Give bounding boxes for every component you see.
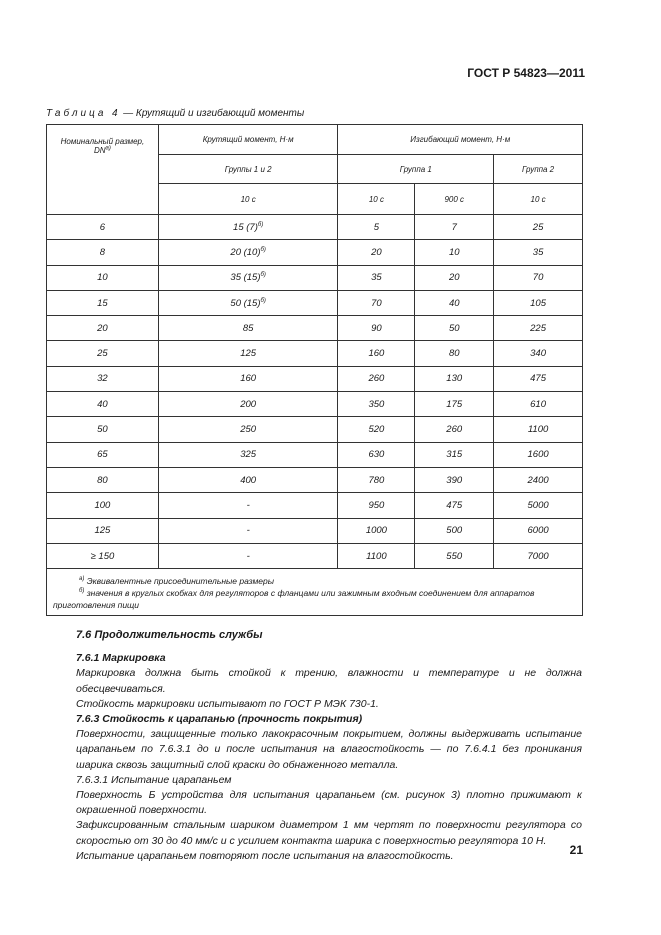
cell-group1-10s: 1000 <box>338 518 415 543</box>
cell-dn: 6 <box>47 215 159 240</box>
cell-dn: 10 <box>47 265 159 290</box>
cell-group1-10s: 160 <box>338 341 415 366</box>
paragraph: Поверхности, защищенные только лакокрасочным покрытием, должны выдерживать испытание царапаньем по 7.6.3.1 до и после испытания на влагостойкость — по 7.6.4.1 без проникания шарика сквозь защитный слой краски до обнаженного металла. <box>76 728 582 771</box>
table-row <box>47 417 583 442</box>
section-7-6-1-heading: 7.6.1 Маркировка <box>76 652 166 665</box>
cell-group2-10s: 1100 <box>494 417 583 442</box>
cell-group1-10s: 350 <box>338 392 415 417</box>
table-row <box>47 366 583 391</box>
cell-group2-10s: 475 <box>494 366 583 391</box>
cell-dn: 32 <box>47 366 159 391</box>
cell-group2-10s: 610 <box>494 392 583 417</box>
col-header-group1: Группа 1 <box>338 155 494 184</box>
cell-group1-900s: 390 <box>415 467 494 492</box>
cell-group1-10s: 1100 <box>338 543 415 568</box>
table-caption <box>46 108 304 119</box>
paragraph: Зафиксированным стальным шариком диаметром 1 мм чертят по поверхности регулятора со скоростью от 30 до 40 мм/с и с усилием контакта шарика с поверхностью регулятора 10 Н. <box>76 819 582 847</box>
cell-group2-10s: 35 <box>494 240 583 265</box>
cell-dn: 100 <box>47 493 159 518</box>
col-header-torque: Крутящий момент, Н·м <box>158 125 338 155</box>
col-header-time: 900 с <box>415 184 494 215</box>
cell-group1-900s: 7 <box>415 215 494 240</box>
cell-group1-10s: 520 <box>338 417 415 442</box>
cell-group2-10s: 105 <box>494 290 583 315</box>
cell-group1-900s: 80 <box>415 341 494 366</box>
table-row <box>47 392 583 417</box>
cell-group1-900s: 260 <box>415 417 494 442</box>
cell-torque: - <box>158 493 338 518</box>
cell-group2-10s: 340 <box>494 341 583 366</box>
cell-group2-10s: 225 <box>494 316 583 341</box>
cell-group1-10s: 5 <box>338 215 415 240</box>
section-7-6-3-heading: 7.6.3 Стойкость к царапанью (прочность покрытия) <box>76 713 363 726</box>
cell-torque: 125 <box>158 341 338 366</box>
cell-torque: 160 <box>158 366 338 391</box>
cell-torque: 200 <box>158 392 338 417</box>
cell-group2-10s: 1600 <box>494 442 583 467</box>
caption-word: Таблица <box>46 108 107 119</box>
cell-torque: - <box>158 543 338 568</box>
cell-torque: 35 $(15)^{б)}$ <box>158 265 338 290</box>
cell-dn: 40 <box>47 392 159 417</box>
cell-group1-10s: 950 <box>338 493 415 518</box>
table-row <box>47 290 583 315</box>
cell-dn: 65 <box>47 442 159 467</box>
cell-group1-900s: 500 <box>415 518 494 543</box>
paragraph: Поверхность Б устройства для испытания царапаньем (см. рисунок 3) плотно прижимают к окрашенной поверхности. <box>76 789 582 817</box>
cell-group1-900s: 130 <box>415 366 494 391</box>
cell-torque: 50 $(15)^{б)}$ <box>158 290 338 315</box>
cell-group1-900s: 10 <box>415 240 494 265</box>
table-row <box>47 316 583 341</box>
cell-torque: 250 <box>158 417 338 442</box>
cell-group2-10s: 5000 <box>494 493 583 518</box>
cell-group1-900s: 40 <box>415 290 494 315</box>
cell-torque: 400 <box>158 467 338 492</box>
cell-dn: 80 <box>47 467 159 492</box>
cell-group1-10s: 90 <box>338 316 415 341</box>
cell-group1-900s: 475 <box>415 493 494 518</box>
table-row <box>47 215 583 240</box>
cell-group1-900s: 20 <box>415 265 494 290</box>
cell-group1-10s: 780 <box>338 467 415 492</box>
table-row <box>47 240 583 265</box>
cell-dn: 8 <box>47 240 159 265</box>
section-7-6-3-1-heading: 7.6.3.1 Испытание царапаньем <box>76 773 232 786</box>
table-row <box>47 518 583 543</box>
cell-group1-900s: 175 <box>415 392 494 417</box>
table-row <box>47 467 583 492</box>
cell-group2-10s: 25 <box>494 215 583 240</box>
col-header-time: 10 с <box>494 184 583 215</box>
col-header-time: 10 с <box>158 184 338 215</box>
col-header-group2: Группа 2 <box>494 155 583 184</box>
cell-torque: - <box>158 518 338 543</box>
cell-group1-900s: 315 <box>415 442 494 467</box>
cell-group1-900s: 50 <box>415 316 494 341</box>
cell-torque: 85 <box>158 316 338 341</box>
table-row <box>47 493 583 518</box>
cell-group2-10s: 7000 <box>494 543 583 568</box>
cell-group2-10s: 70 <box>494 265 583 290</box>
cell-group1-10s: 35 <box>338 265 415 290</box>
col-header-bending: Изгибающий момент, Н·м <box>338 125 583 155</box>
col-header-time: 10 с <box>338 184 415 215</box>
table-row <box>47 442 583 467</box>
cell-group1-900s: 550 <box>415 543 494 568</box>
cell-dn: 25 <box>47 341 159 366</box>
cell-dn: 50 <box>47 417 159 442</box>
paragraph: Стойкость маркировки испытывают по ГОСТ Р МЭК 730-1. <box>76 697 379 710</box>
caption-title: — Крутящий и изгибающий моменты <box>123 108 305 119</box>
table-row <box>47 265 583 290</box>
note-b: $^{б)}$ значения в круглых скобках для регуляторов с фланцами или зажимным входным соединением для аппаратов приготовления пищи <box>53 588 535 611</box>
cell-group1-10s: 630 <box>338 442 415 467</box>
table-row <box>47 543 583 568</box>
torque-table <box>46 124 583 616</box>
cell-dn: 15 <box>47 290 159 315</box>
paragraph: Маркировка должна быть стойкой к трению, влажности и температуре и не должна обесцвечиваться. <box>76 667 582 695</box>
caption-number: 4 <box>112 108 118 119</box>
col-header-groups12: Группы 1 и 2 <box>158 155 338 184</box>
paragraph: Испытание царапаньем повторяют после испытания на влагостойкость. <box>76 849 454 862</box>
cell-torque: 325 <box>158 442 338 467</box>
cell-group1-10s: 20 <box>338 240 415 265</box>
table-notes <box>47 569 583 616</box>
document-code: ГОСТ Р 54823—2011 <box>467 66 585 80</box>
cell-dn: 20 <box>47 316 159 341</box>
cell-group2-10s: 6000 <box>494 518 583 543</box>
section-7-6-heading: 7.6 Продолжительность службы <box>76 629 263 641</box>
body-text <box>76 628 582 864</box>
cell-dn: 125 <box>47 518 159 543</box>
cell-dn: ≥ 150 <box>47 543 159 568</box>
cell-group1-10s: 260 <box>338 366 415 391</box>
cell-group2-10s: 2400 <box>494 467 583 492</box>
page-number: 21 <box>569 843 583 857</box>
col-header-size: Номинальный размер, $DN^{а)}$ <box>47 125 159 215</box>
note-a: $^{а)}$ Эквивалентные присоединительные размеры <box>78 576 275 587</box>
cell-torque: 15 $(7)^{б)}$ <box>158 215 338 240</box>
cell-torque: 20 $(10)^{б)}$ <box>158 240 338 265</box>
table-row <box>47 341 583 366</box>
cell-group1-10s: 70 <box>338 290 415 315</box>
